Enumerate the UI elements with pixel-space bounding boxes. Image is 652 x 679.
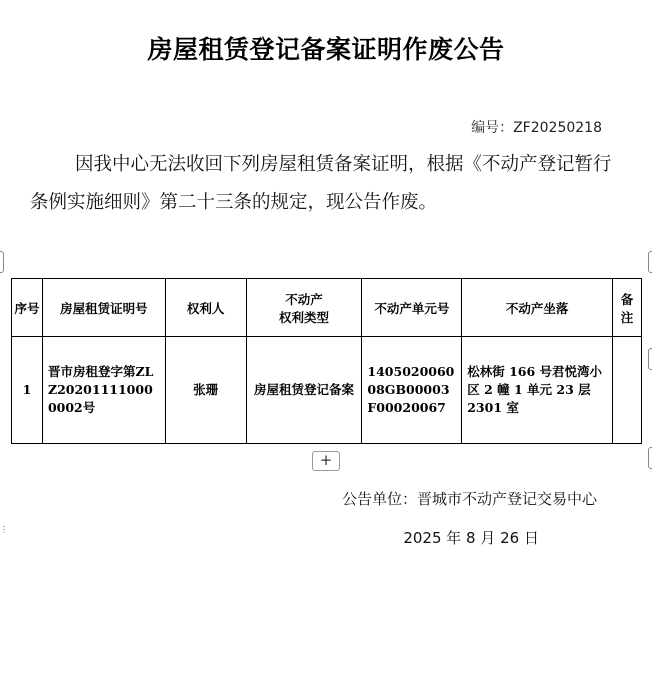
right-resize-handle[interactable] xyxy=(648,251,652,273)
header-unit-no: 不动产单元号 xyxy=(362,279,462,337)
cell-right-type[interactable]: 房屋租赁登记备案 xyxy=(246,337,362,444)
cell-remark[interactable] xyxy=(613,337,642,444)
doc-number: 编号：ZF20250218 xyxy=(471,120,602,136)
header-right-type-line1: 不动产 xyxy=(285,291,323,307)
header-location: 不动产坐落 xyxy=(462,279,613,337)
left-resize-handle[interactable] xyxy=(0,251,4,273)
issuer: 公告单位：晋城市不动产登记交易中心 xyxy=(341,490,597,508)
notice-title: 房屋租赁登记备案证明作废公告 xyxy=(147,35,505,64)
void-certificate-table xyxy=(11,278,642,444)
header-seq: 序号 xyxy=(12,279,43,337)
notice-body: 因我中心无法收回下列房屋租赁备案证明，根据《不动产登记暂行条例实施细则》第二十三条的规定，现公告作废。 xyxy=(30,154,612,213)
header-right-type-line2: 权利类型 xyxy=(279,309,330,325)
issue-date: 2025 年 8 月 26 日 xyxy=(403,529,539,547)
table-header-row xyxy=(12,279,642,337)
cell-location[interactable]: 松林街 166 号君悦湾小区 2 幢 1 单元 23 层 2301 室 xyxy=(462,337,613,444)
header-remark: 备注 xyxy=(613,279,642,337)
cell-cert-no[interactable]: 晋市房租登字第ZLZ202011110000002号 xyxy=(42,337,165,444)
cell-unit-no[interactable]: 140502006008GB00003F00020067 xyxy=(362,337,462,444)
header-owner: 权利人 xyxy=(165,279,246,337)
cell-seq[interactable]: 1 xyxy=(12,337,43,444)
cell-owner[interactable]: 张珊 xyxy=(165,337,246,444)
table-row xyxy=(12,337,642,444)
add-row-button[interactable]: + xyxy=(312,451,340,471)
right-row-handle-lower[interactable] xyxy=(648,447,652,469)
header-right-type xyxy=(246,279,362,337)
header-cert-no: 房屋租赁证明号 xyxy=(42,279,165,337)
right-row-handle[interactable] xyxy=(648,348,652,370)
drag-grip-icon[interactable]: ⋮ xyxy=(0,525,8,534)
